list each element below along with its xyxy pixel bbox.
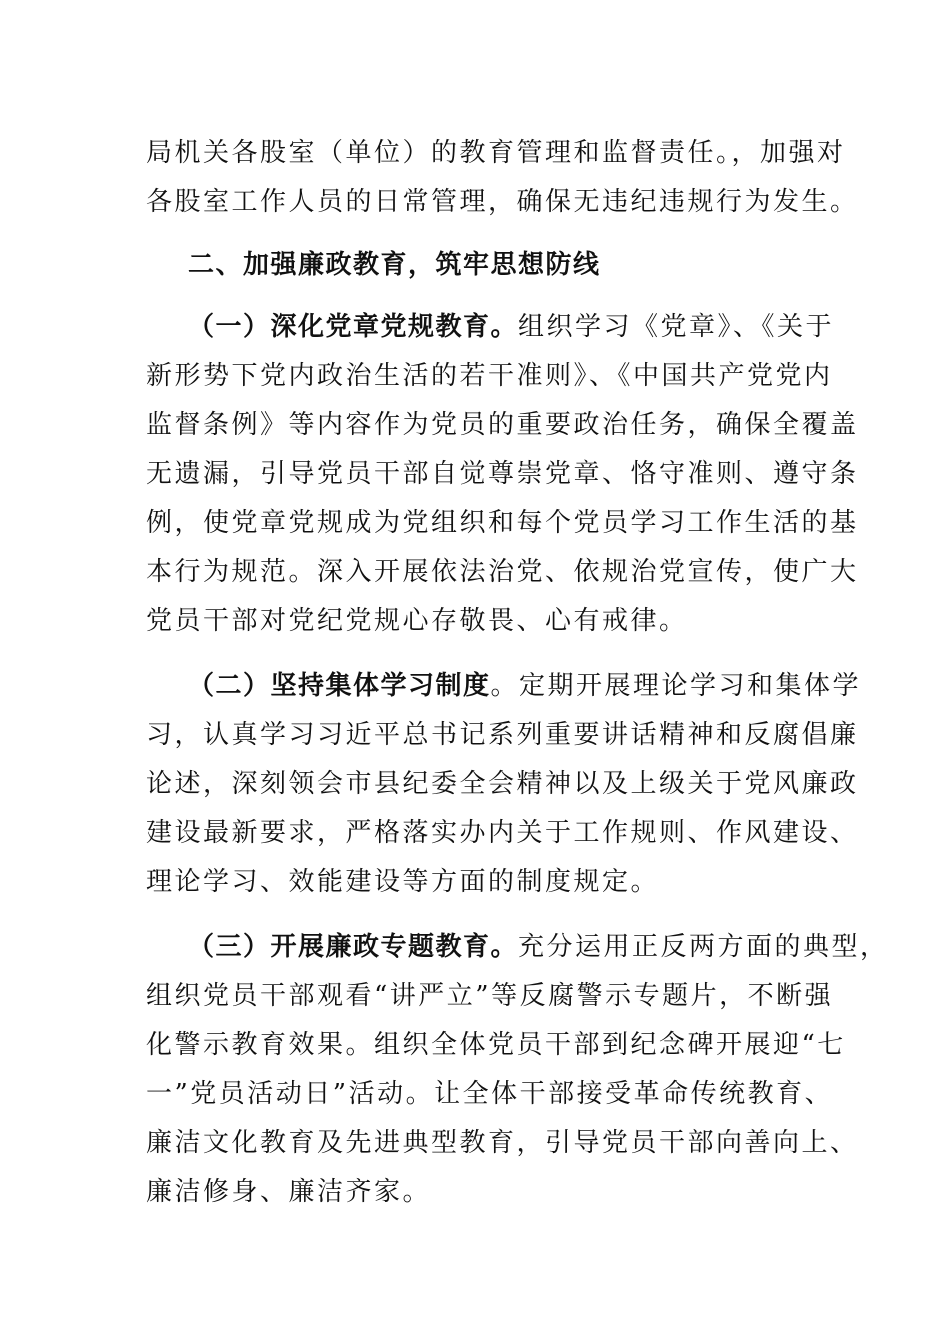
paragraph-line <box>188 671 861 701</box>
paragraph-text: 充分运用正反两方面的典型， <box>518 932 889 962</box>
body-line: 新形势下党内政治生活的若干准则》、《中国共产党党内 <box>146 361 833 391</box>
body-line: 廉洁文化教育及先进典型教育，引导党员干部向善向上、 <box>146 1128 859 1158</box>
body-line: 各股室工作人员的日常管理，确保无违纪违规行为发生。 <box>146 187 859 217</box>
subsection-title: （一）深化党章党规教育。 <box>188 312 519 342</box>
body-line: 化警示教育效果。组织全体党员干部到纪念碑开展迎“七 <box>146 1030 846 1060</box>
body-line: 组织党员干部观看“讲严立”等反腐警示专题片，不断强 <box>146 981 834 1011</box>
body-line: 局机关各股室（单位）的教育管理和监督责任。，加强对 <box>146 138 846 168</box>
body-line: 党员干部对党纪党规心存敬畏、心有戒律。 <box>146 606 688 636</box>
body-line: 例，使党章党规成为党组织和每个党员学习工作生活的基 <box>146 508 859 538</box>
paragraph-line <box>188 312 834 342</box>
paragraph-text: 组织学习《党章》、《关于 <box>518 312 835 342</box>
body-line: 习，认真学习习近平总书记系列重要讲话精神和反腐倡廉 <box>146 720 859 750</box>
paragraph-line <box>188 932 889 962</box>
body-line: 理论学习、效能建设等方面的制度规定。 <box>146 867 660 897</box>
paragraph-text: 。定期开展理论学习和集体学 <box>490 671 862 701</box>
body-line: 无遗漏，引导党员干部自觉尊崇党章、恪守准则、遵守条 <box>146 459 859 489</box>
section-heading: 二、加强廉政教育，筑牢思想防线 <box>188 250 601 280</box>
body-line: 监督条例》等内容作为党员的重要政治任务，确保全覆盖 <box>146 410 859 440</box>
body-line: 建设最新要求，严格落实办内关于工作规则、作风建设、 <box>146 818 859 848</box>
subsection-title: （三）开展廉政专题教育。 <box>188 932 519 962</box>
body-line: 廉洁修身、廉洁齐家。 <box>146 1177 432 1207</box>
subsection-title: （二）坚持集体学习制度 <box>188 671 491 701</box>
body-line: 一”党员活动日”活动。让全体干部接受革命传统教育、 <box>146 1079 834 1109</box>
body-line: 本行为规范。深入开展依法治党、依规治党宣传，使广大 <box>146 557 859 587</box>
body-line: 论述，深刻领会市县纪委全会精神以及上级关于党风廉政 <box>146 769 859 799</box>
